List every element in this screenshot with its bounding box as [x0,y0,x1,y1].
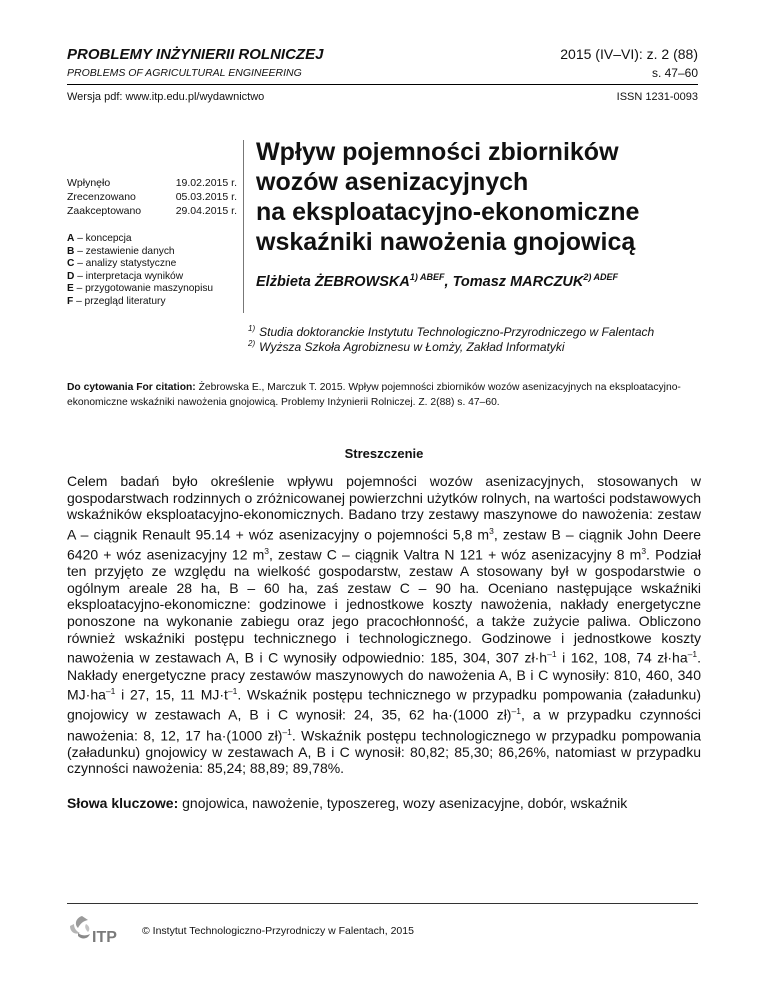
footer-divider [67,903,698,904]
superscript: 3 [641,546,647,557]
date-received [67,176,237,190]
itp-logo-icon [66,912,134,948]
superscript: –1 [105,686,116,697]
logo-text: ITP [92,929,117,946]
abstract-text: , zestaw C – ciągnik Valtra N 121 + wóz asenizacyjny 8 m [269,546,642,563]
abstract-body [67,473,701,777]
abstract-text: i 162, 108, 74 zł·ha [556,649,688,666]
affiliation-number: 1) [248,324,256,333]
title-line: wozów asenizacyjnych [256,168,529,196]
role-item [67,258,247,271]
abstract-text: i 27, 15, 11 MJ·t [115,686,228,703]
superscript: –1 [282,726,292,737]
superscript: –1 [547,649,557,660]
superscript: 3 [489,525,494,536]
issn: ISSN 1231-0093 [616,91,698,103]
author-separator: , [444,273,453,290]
role-text: – koncepcja [74,233,132,244]
abstract-text: , zestaw B – ciągnik John Deere 6420 + wóz asenizacyjny 12 m [67,526,702,563]
author-name: Elżbieta ŻEBROWSKA [256,273,410,290]
affiliation [248,324,654,339]
citation-label: Do cytowania For citation: [67,382,196,393]
abstract-heading: Streszczenie [344,446,424,461]
affiliation-text: Studia doktoranckie Instytutu Technologiczno-Przyrodniczego w Falentach [259,325,655,339]
author-affiliation-marker: 2) ADEF [583,272,619,282]
title-line: na eksploatacyjno-ekonomiczne [256,198,640,226]
review-dates [67,176,237,218]
contribution-roles [67,233,247,308]
authors [256,272,618,290]
abstract-text: . Podział ten przyjęto ze względu na wielkość gospodarstw, zestaw A stosowany był w gospodarstwie o ogólnym areale 28 ha, B – 60 ha, zaś zestaw C – 90 ha. Oceniano następujące wskaźniki eksploatacyjno-ekonomiczne: godzinowe i jednostkowe koszty nawożenia, nakłady energetyczne ponoszone na wykonanie zabiegu oraz jego pracochłonność, a także zużycie paliwa. Obliczono również wskaźniki postępu technicznego i technologicznego. Godzinowe i jednostkowe koszty nawożenia w zestawach A, B i C wynosiły odpowiednio: 185, 304, 307 zł·h [67,546,701,666]
article-title [256,137,716,257]
date-value: 05.03.2015 r. [175,191,237,203]
role-letter: D [67,270,75,282]
role-item [67,283,247,296]
role-item [67,246,247,259]
role-letter: C [67,258,75,269]
abstract-text: Celem badań było określenie wpływu pojemności wozów asenizacyjnych, stosowanych w gospodarstwach rodzinnych o zróżnicowanej powierzchni użytków rolnych, na wartości podstawowych wskaźników eksploatacyjno-ekonomicznych. Badano trzy zestawy maszynowe do nawożenia: zestaw A – ciągnik Renault 95.14 + wóz asenizacyjny o pojemności 5,8 m [67,473,701,543]
citation-text: Żebrowska E., Marczuk T. 2015. Wpływ pojemności zbiorników wozów asenizacyjnych na eksploatacyjno-ekonomiczne wskaźniki nawożenia gnojowicą. Problemy Inżynierii Rolniczej. Z. 2(88) s. 47–60. [67,382,681,408]
date-value: 19.02.2015 r. [175,177,237,189]
title-line: Wpływ pojemności zbiorników [256,138,619,166]
role-letter: E [67,283,74,294]
header-divider [67,84,698,85]
journal-subtitle: PROBLEMS OF AGRICULTURAL ENGINEERING [67,67,302,79]
journal-title: PROBLEMY INŻYNIERII ROLNICZEJ [67,46,324,63]
abstract-text: . Nakłady energetyczne pracy zestawów maszynowych do nawożenia A, B i C wynosiły: 810, 460, 340 MJ·ha [67,649,701,703]
keywords-text: gnojowica, nawożenie, typoszereg, wozy asenizacyjne, dobór, wskaźnik [178,795,628,811]
affiliation-text: Wyższa Szkoła Agrobiznesu w Łomży, Zakład Informatyki [259,340,565,354]
role-letter: F [67,295,74,307]
role-letter: B [67,245,75,257]
abstract-text: . Wskaźnik postępu technicznego w przypadku pompowania (załadunku) gnojowicy w zestawach A, B i C wynosił: 24, 35, 62 ha·(1000 zł) [67,686,702,723]
abstract-text: , a w przypadku czynności nawożenia: 8, 12, 17 ha·(1000 zł) [67,707,701,744]
role-text: – przygotowanie maszynopisu [73,283,214,294]
superscript: –1 [687,649,698,660]
date-reviewed [67,190,237,204]
copyright: © Instytut Technologiczno-Przyrodniczy w Falentach, 2015 [142,925,414,937]
citation [67,380,701,410]
role-item [67,271,247,284]
role-text: – interpretacja wyników [74,270,184,282]
superscript: –1 [511,706,521,717]
role-item [67,233,247,246]
author-affiliation-marker: 1) ABEF [409,272,445,282]
author-name: Tomasz MARCZUK [452,273,584,290]
affiliation-number: 2) [248,339,256,348]
role-text: – zestawienie danych [74,245,175,257]
date-accepted [67,204,237,218]
page-range: s. 47–60 [651,66,698,80]
keywords-label: Słowa kluczowe: [67,795,179,811]
column-divider [243,140,244,313]
superscript: 3 [264,546,270,557]
date-label: Wpłynęło [67,177,111,189]
role-text: – przegląd literatury [73,295,166,307]
superscript: –1 [227,686,238,697]
title-line: wskaźniki nawożenia gnojowicą [256,228,636,256]
date-label: Zaakceptowano [67,205,142,217]
issue-info: 2015 (IV–VI): z. 2 (88) [560,46,698,62]
role-text: – analizy statystyczne [74,258,177,269]
abstract-text: . Wskaźnik postępu technologicznego w przypadku pompowania (załadunku) gnojowicy w zestawach A, B i C wynosił: 80,82; 85,30; 86,26%, natomiast w przypadku czynności nawożenia: 85,24; 88,89; 89,78%. [67,727,701,777]
role-letter: A [67,233,75,244]
affiliation [248,339,565,354]
role-item [67,296,247,309]
date-value: 29.04.2015 r. [175,205,237,217]
date-label: Zrecenzowano [67,191,136,203]
keywords [67,795,701,812]
pdf-version-link[interactable]: Wersja pdf: www.itp.edu.pl/wydawnictwo [67,91,265,103]
